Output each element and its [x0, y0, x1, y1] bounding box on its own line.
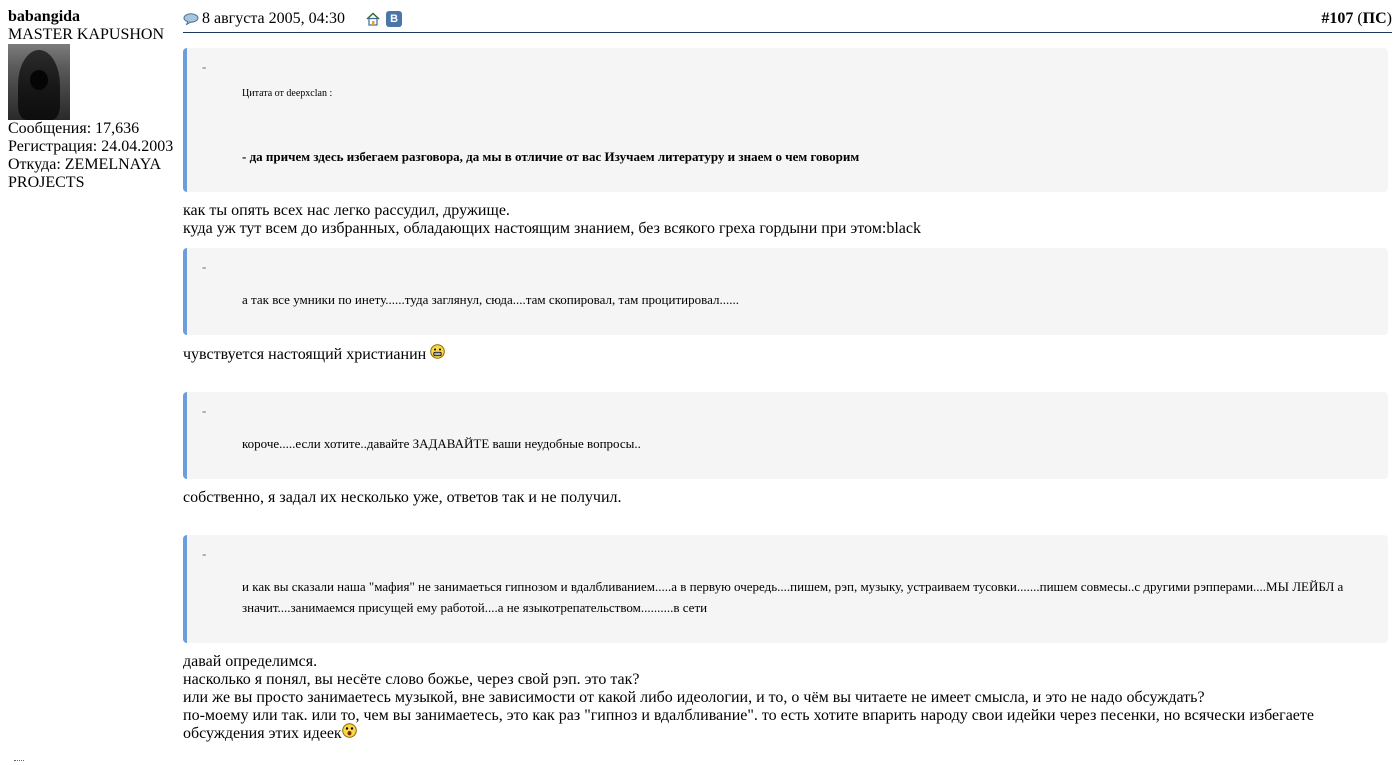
quote-dash: - — [202, 259, 207, 274]
reply-line — [183, 707, 1392, 743]
reply-line: как ты опять всех нас легко рассудил, дружище. — [183, 202, 510, 219]
speech-bubble-icon — [183, 13, 199, 25]
footer-divider — [14, 760, 24, 763]
post-tag-link[interactable]: ПС — [1362, 10, 1387, 27]
post-date-group — [183, 10, 402, 28]
shocked-smiley-icon — [342, 723, 357, 738]
reply-line-text: чувствуется настоящий христианин — [183, 346, 431, 363]
user-rank-title: MASTER KAPUSHON — [8, 26, 165, 43]
quote-text: - да причем здесь избегаем разговора, да мы в отличие от вас Изучаем литературу и знаем о чем говорим — [242, 149, 860, 164]
reply-line — [183, 346, 1392, 364]
quote-dash: - — [202, 59, 207, 74]
reply-text — [183, 202, 1392, 238]
username-link[interactable]: babangida — [8, 8, 81, 25]
post-date: 8 августа 2005, 04:30 — [202, 10, 346, 27]
reply-line: насколько я понял, вы несёте слово божье, через свой рэп. это так? — [183, 671, 640, 688]
user-message-count: Сообщения: 17,636 — [8, 120, 140, 137]
quote-block — [183, 48, 1388, 192]
grinning-smiley-icon — [430, 344, 445, 359]
post-tag-close: ) — [1386, 10, 1392, 27]
user-avatar[interactable] — [8, 44, 70, 120]
user-registration-date: Регистрация: 24.04.2003 — [8, 138, 174, 155]
reply-line: собственно, я задал их несколько уже, ответов так и не получил. — [183, 489, 622, 506]
quote-text: и как вы сказали наша "мафия" не занимаеться гипнозом и вдалбливанием.....а в первую очередь....пишем, рэп, музыку, устраиваем тусовки.......пишем совмесы..с другими рэпперами....МЫ ЛЕЙБЛ а значит....занимаемся присущей ему работой....а не языкотрепательством..........в сети — [242, 579, 1344, 615]
quote-attribution: Цитата от deepxclan : — [242, 88, 333, 99]
post-header — [183, 8, 1392, 33]
quote-block — [183, 392, 1388, 479]
quote-block — [183, 535, 1388, 643]
quote-text: короче.....если хотите..давайте ЗАДАВАЙТЕ ваши неудобные вопросы.. — [242, 436, 641, 451]
home-icon[interactable] — [366, 12, 380, 26]
reply-text — [183, 346, 1392, 364]
reply-line-text: по-моему или так. или то, чем вы занимаетесь, это как раз "гипноз и вдалбливание". то есть хотите впарить народу свои идейки через песенки, но всячески избегаете обсуждения этих идеек — [183, 707, 1314, 742]
reply-line: или же вы просто занимаетесь музыкой, вне зависимости от какой либо идеологии, и то, о чём вы читаете не имеет смысла, и это не надо обсуждать? — [183, 689, 1205, 706]
reply-line: куда уж тут всем до избранных, обладающих настоящим знанием, без всякого греха гордыни при этом:black — [183, 220, 921, 237]
reply-text — [183, 653, 1392, 743]
reply-text — [183, 489, 1392, 507]
quote-dash: - — [202, 546, 207, 561]
reply-line: давай определимся. — [183, 653, 318, 670]
quote-dash: - — [202, 403, 207, 418]
vk-share-icon[interactable]: B — [386, 11, 402, 27]
user-info-panel — [8, 8, 178, 192]
post-content-column — [183, 8, 1392, 742]
user-location: Откуда: ZEMELNAYA PROJECTS — [8, 156, 161, 191]
post-number-group — [1321, 10, 1392, 28]
quote-text: а так все умники по инету......туда заглянул, сюда....там скопировал, там процитировал...... — [242, 292, 739, 307]
post-number-link[interactable]: #107 — [1321, 10, 1354, 27]
post-tag-open: ( — [1353, 10, 1363, 27]
quote-block — [183, 248, 1388, 335]
